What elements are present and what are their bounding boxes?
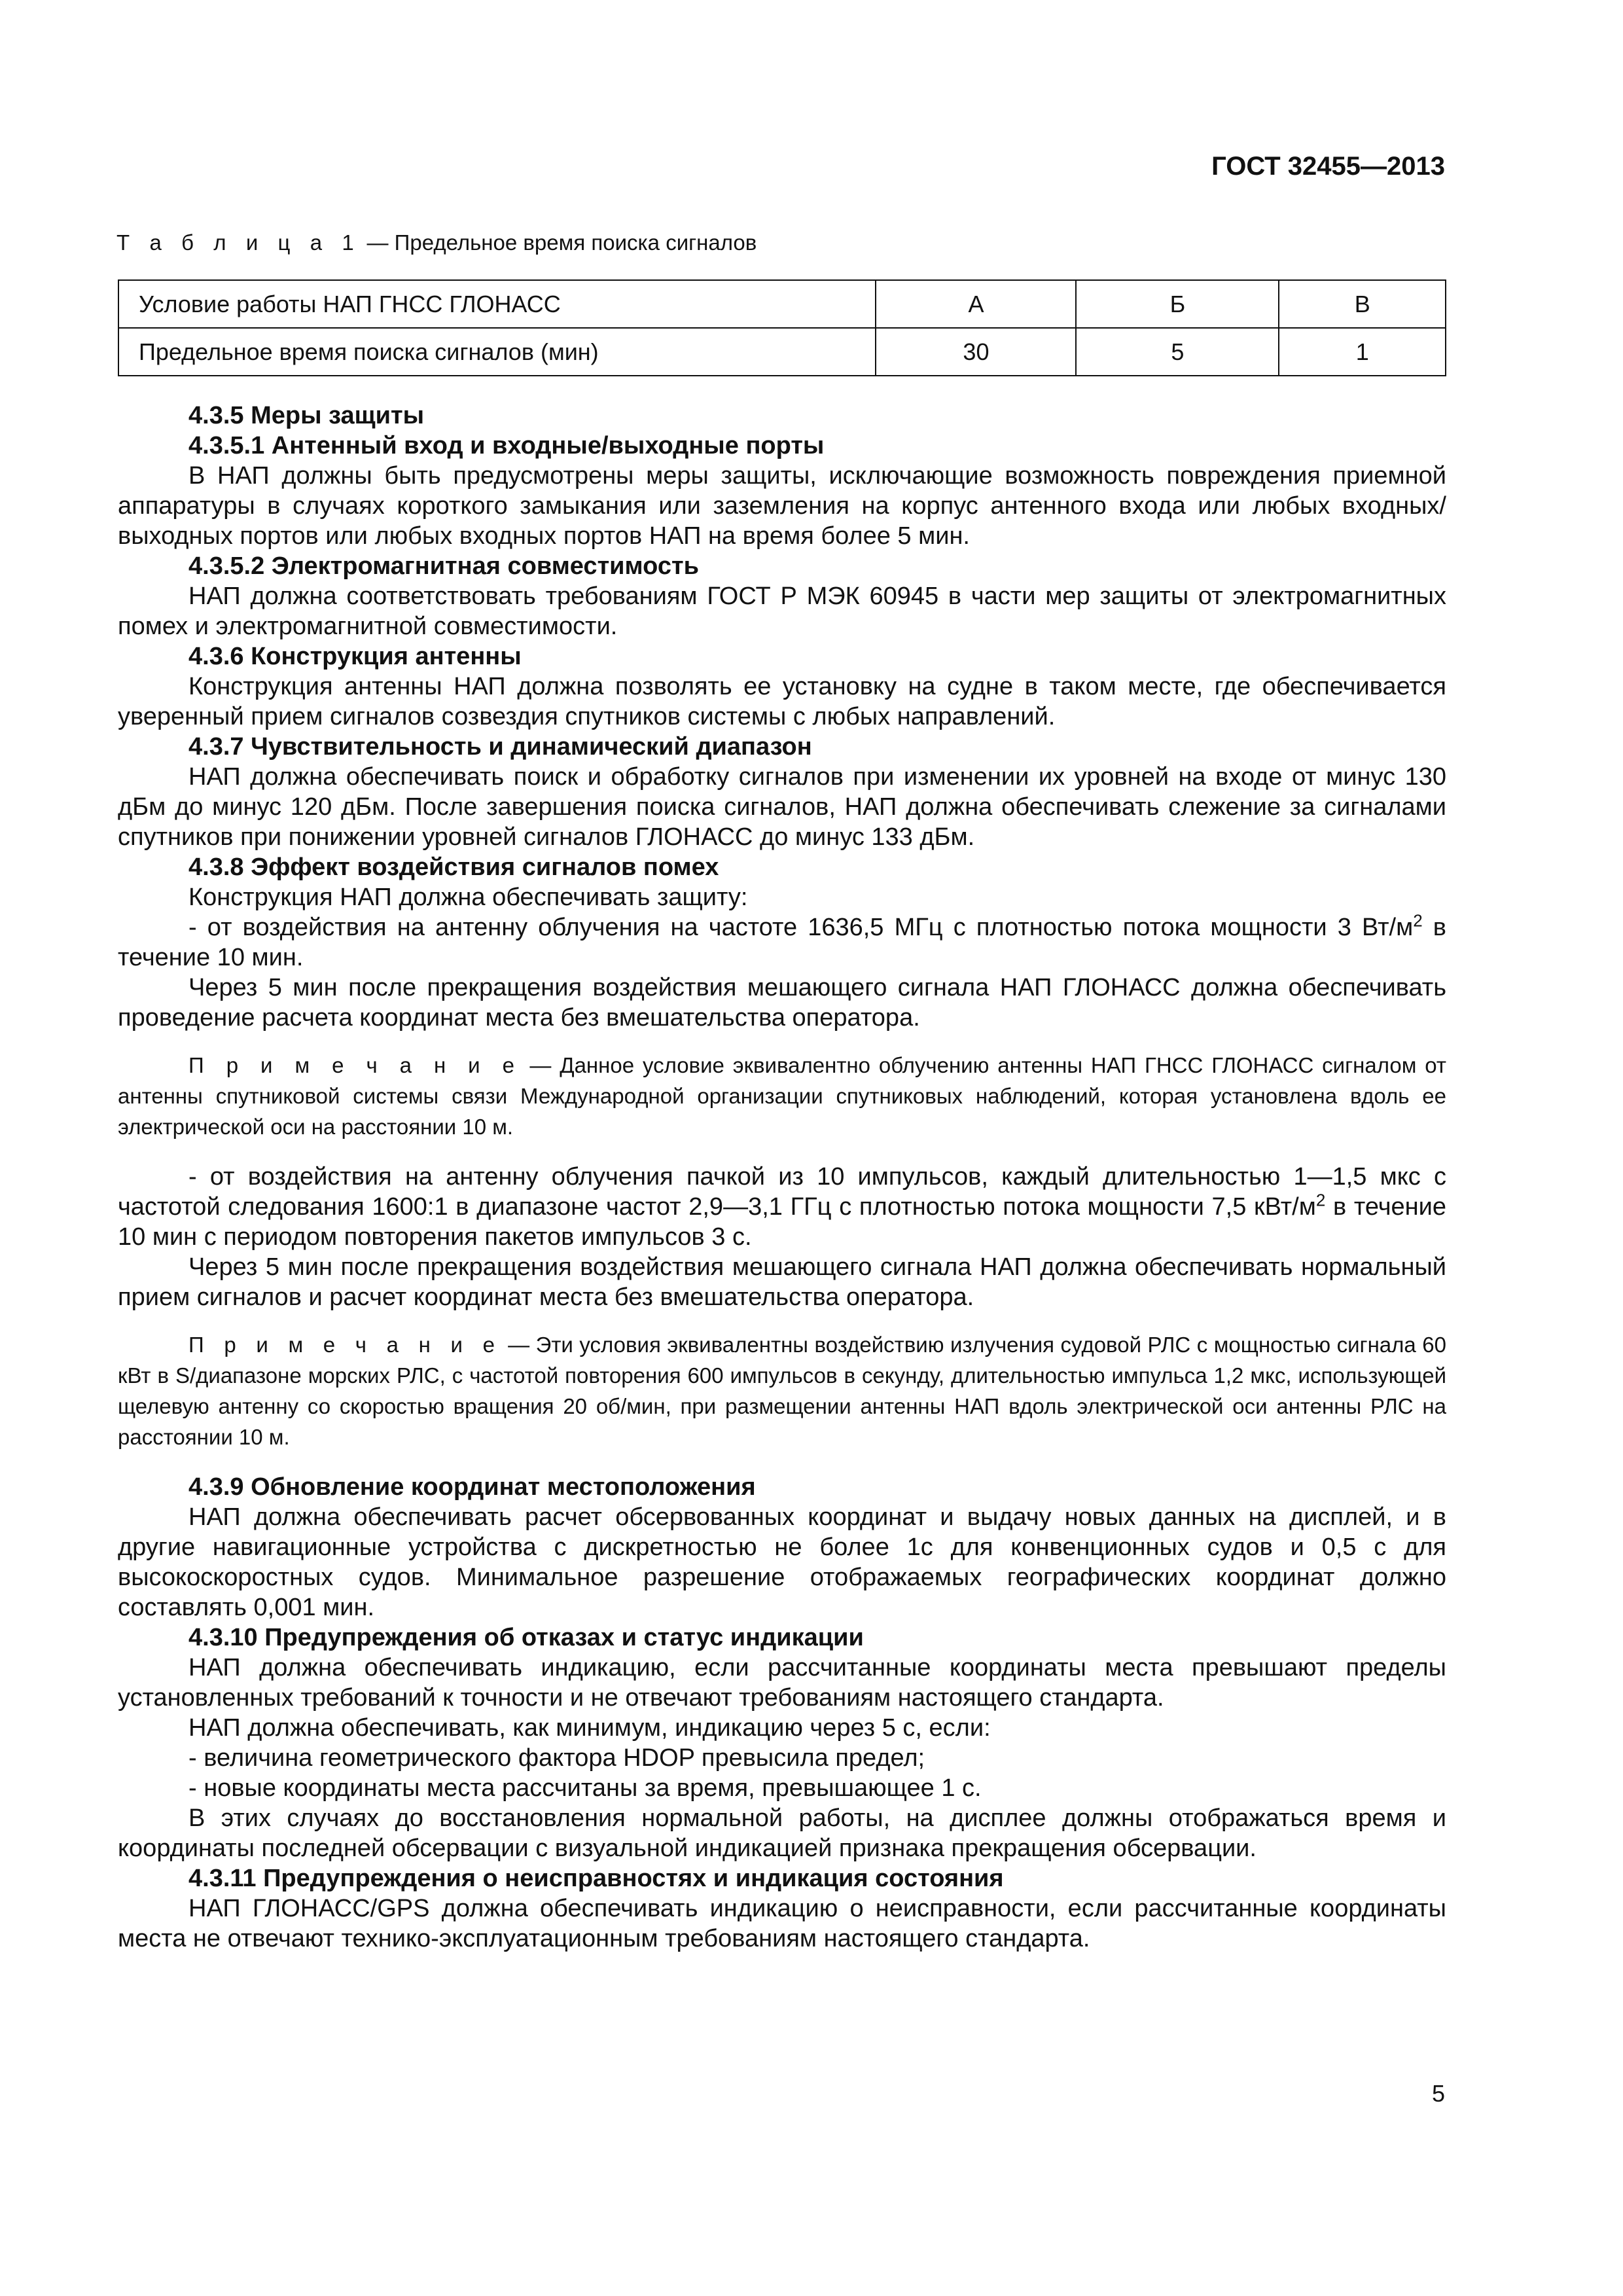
note-label: П р и м е ч а н и е: [188, 1333, 502, 1357]
paragraph: Конструкция НАП должна обеспечивать защиту:: [188, 884, 748, 911]
section-heading: 4.3.10 Предупреждения об отказах и статус индикации: [188, 1624, 864, 1651]
paragraph-text: в течение 10 мин.: [118, 914, 1446, 971]
table-caption-label: Т а б л и ц а 1: [116, 230, 361, 255]
section-heading: 4.3.8 Эффект воздействия сигналов помех: [188, 853, 719, 881]
section-heading: 4.3.6 Конструкция антенны: [188, 643, 522, 670]
signal-search-time-table: [118, 279, 1446, 376]
paragraph: В этих случаях до восстановления нормальной работы, на дисплее должны отображаться время и координаты последней обсервации с визуальной индикацией признака прекращения обсервации.: [118, 1804, 1446, 1862]
paragraph: НАП ГЛОНАСС/GPS должна обеспечивать индикацию о неисправности, если рассчитанные координаты места не отвечают технико-эксплуатационным требованиям настоящего стандарта.: [118, 1895, 1446, 1952]
paragraph: Через 5 мин после прекращения воздействия мешающего сигнала НАП ГЛОНАСС должна обеспечивать проведение расчета координат места без вмешательства оператора.: [118, 974, 1446, 1031]
paragraph: Конструкция антенны НАП должна позволять ее установку на судне в таком месте, где обеспечивается уверенный прием сигналов созвездия спутников системы с любых направлений.: [118, 673, 1446, 730]
table-cell: 5: [1076, 328, 1279, 376]
page-number: 5: [1431, 2080, 1445, 2107]
section-heading: 4.3.11 Предупреждения о неисправностях и индикация состояния: [188, 1865, 1004, 1892]
table-cell: Предельное время поиска сигналов (мин): [118, 328, 876, 376]
paragraph: НАП должна обеспечивать расчет обсервованных координат и выдачу новых данных на дисплей, и в другие навигационные устройства с дискретностью не более 1с для конвенционных судов и 0,5 с для высокоскоростных судов. Минимальное разрешение отображаемых географических координат должно составлять 0,001 мин.: [118, 1503, 1446, 1621]
note-label: П р и м е ч а н и е: [188, 1053, 522, 1077]
paragraph-text: - от воздействия на антенну облучения на частоте 1636,5 МГц с плотностью потока мощности 3 Вт/м: [188, 914, 1414, 941]
paragraph: НАП должна соответствовать требованиям ГОСТ Р МЭК 60945 в части мер защиты от электромагнитных помех и электромагнитной совместимости.: [118, 583, 1446, 640]
section-heading: 4.3.5 Меры защиты: [188, 402, 425, 429]
table-caption: [116, 230, 757, 255]
paragraph: [118, 1162, 1446, 1252]
paragraph: НАП должна обеспечивать поиск и обработку сигналов при изменении их уровней на входе от минус 130 дБм до минус 120 дБм. После завершения поиска сигналов, НАП должна обеспечивать слежение за сигналами спутников при понижении уровней сигналов ГЛОНАСС до минус 133 дБм.: [118, 763, 1446, 851]
paragraph: Через 5 мин после прекращения воздействия мешающего сигнала НАП должна обеспечивать нормальный прием сигналов и расчет координат места без вмешательства оператора.: [118, 1253, 1446, 1311]
table-cell: Условие работы НАП ГНСС ГЛОНАСС: [118, 280, 876, 328]
section-heading: 4.3.9 Обновление координат местоположения: [188, 1473, 756, 1501]
superscript: 2: [1315, 1190, 1326, 1210]
paragraph-text: в течение 10 мин с периодом повторения пакетов импульсов 3 с.: [118, 1193, 1446, 1251]
section-heading: 4.3.5.1 Антенный вход и входные/выходные порты: [188, 432, 825, 459]
table-cell: Б: [1076, 280, 1279, 328]
paragraph-text: - от воздействия на антенну облучения пачкой из 10 импульсов, каждый длительностью 1—1,5 мкс с частотой следования 1600:1 в диапазоне частот 2,9—3,1 ГГц с плотностью потока мощности 7,5 кВт/м: [118, 1163, 1446, 1221]
document-body: [118, 401, 1446, 1954]
standard-number: ГОСТ 32455—2013: [1211, 152, 1445, 181]
note-text: — Данное условие эквивалентно облучению антенны НАП ГНСС ГЛОНАСС сигналом от антенны спутниковой системы связи Международной организации спутниковых наблюдений, которая установлена вдоль ее электрической оси на расстоянии 10 м.: [118, 1053, 1446, 1139]
table-cell: 30: [876, 328, 1076, 376]
section-heading: 4.3.7 Чувствительность и динамический диапазон: [188, 733, 812, 761]
table-caption-text: — Предельное время поиска сигналов: [361, 230, 757, 255]
paragraph: НАП должна обеспечивать индикацию, если рассчитанные координаты места превышают пределы установленных требований к точности и не отвечают требованиям настоящего стандарта.: [118, 1654, 1446, 1712]
paragraph: НАП должна обеспечивать, как минимум, индикацию через 5 с, если:: [188, 1714, 991, 1742]
paragraph: [118, 912, 1446, 973]
table-cell: А: [876, 280, 1076, 328]
table-row: [118, 280, 1446, 328]
superscript: 2: [1413, 910, 1423, 931]
table-row: [118, 328, 1446, 376]
note: [118, 1050, 1446, 1142]
paragraph: В НАП должны быть предусмотрены меры защиты, исключающие возможность повреждения приемной аппаратуры в случаях короткого замыкания или заземления на корпус антенного входа или любых входных/выходных портов или любых входных портов НАП на время более 5 мин.: [118, 462, 1446, 550]
table-cell: В: [1279, 280, 1446, 328]
note: [118, 1329, 1446, 1452]
list-item: - новые координаты места рассчитаны за время, превышающее 1 с.: [188, 1774, 982, 1802]
list-item: - величина геометрического фактора HDOP превысила предел;: [188, 1744, 925, 1772]
section-heading: 4.3.5.2 Электромагнитная совместимость: [188, 552, 699, 580]
table-cell: 1: [1279, 328, 1446, 376]
note-text: — Эти условия эквивалентны воздействию излучения судовой РЛС с мощностью сигнала 60 кВт в S/диапазоне морских РЛС, с частотой повторения 600 импульсов в секунду, длительностью импульса 1,2 мкс, использующей щелевую антенну со скоростью вращения 20 об/мин, при размещении антенны НАП вдоль электрической оси антенны РЛС на расстоянии 10 м.: [118, 1333, 1446, 1449]
